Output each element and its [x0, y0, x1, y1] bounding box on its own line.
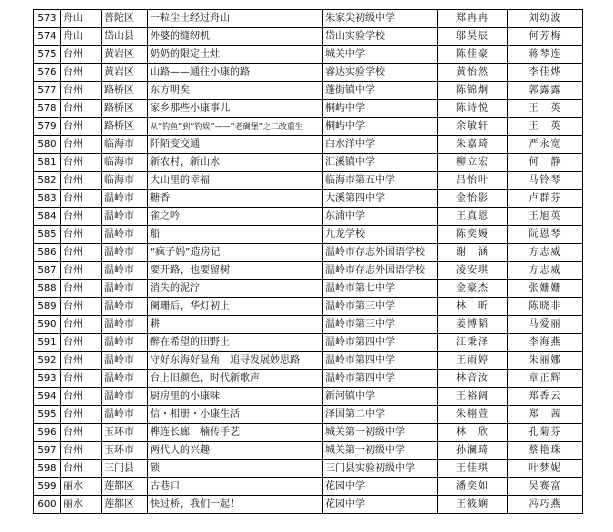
teacher-cell: 蒋琴连	[508, 46, 583, 64]
teacher-cell: 章正辉	[508, 370, 583, 388]
district-cell: 路桥区	[102, 82, 148, 100]
row-number: 577	[34, 82, 61, 100]
district-cell: 普陀区	[102, 10, 148, 28]
row-number: 580	[34, 136, 61, 154]
teacher-cell: 李海燕	[508, 334, 583, 352]
school-cell: 桐屿中学	[323, 100, 438, 118]
teacher-cell: 王旭英	[508, 208, 583, 226]
district-cell: 温岭市	[102, 406, 148, 424]
title-cell: 奶奶的限定土灶	[148, 46, 323, 64]
author-cell: 金豪杰	[438, 280, 508, 298]
author-cell: 陈诗悦	[438, 100, 508, 118]
teacher-cell: 孔菊芬	[508, 424, 583, 442]
title-cell: 雀之吟	[148, 208, 323, 226]
teacher-cell: 郑香云	[508, 388, 583, 406]
table-row	[34, 406, 583, 424]
author-cell: 王佳琪	[438, 460, 508, 478]
title-cell: “疯子妈”造房记	[148, 244, 323, 262]
district-cell: 玉环市	[102, 442, 148, 460]
teacher-cell: 卢群芬	[508, 190, 583, 208]
city-cell: 舟山	[61, 10, 102, 28]
district-cell: 温岭市	[102, 298, 148, 316]
author-cell: 金怡影	[438, 190, 508, 208]
school-cell: 白水洋中学	[323, 136, 438, 154]
city-cell: 台州	[61, 226, 102, 244]
row-number: 593	[34, 370, 61, 388]
city-cell: 台州	[61, 298, 102, 316]
district-cell: 临海市	[102, 136, 148, 154]
author-cell: 王筱娴	[438, 496, 508, 514]
table-row	[34, 10, 583, 28]
author-cell: 余敏轩	[438, 118, 508, 136]
city-cell: 台州	[61, 460, 102, 478]
city-cell: 丽水	[61, 496, 102, 514]
city-cell: 台州	[61, 100, 102, 118]
school-cell: 东浦中学	[323, 208, 438, 226]
author-cell: 林音汝	[438, 370, 508, 388]
award-table	[33, 9, 583, 514]
city-cell: 台州	[61, 82, 102, 100]
teacher-cell: 严永宽	[508, 136, 583, 154]
city-cell: 台州	[61, 172, 102, 190]
row-number: 590	[34, 316, 61, 334]
author-cell: 林 昕	[438, 298, 508, 316]
district-cell: 温岭市	[102, 334, 148, 352]
table-row	[34, 280, 583, 298]
city-cell: 台州	[61, 46, 102, 64]
school-cell: 新河镇中学	[323, 388, 438, 406]
school-cell: 桐屿中学	[323, 118, 438, 136]
school-cell: 花园中学	[323, 478, 438, 496]
author-cell: 凌安琪	[438, 262, 508, 280]
title-cell: 家乡那些小康事儿	[148, 100, 323, 118]
teacher-cell: 蔡艳珠	[508, 442, 583, 460]
district-cell: 黄岩区	[102, 46, 148, 64]
title-cell: 耕	[148, 316, 323, 334]
row-number: 574	[34, 28, 61, 46]
row-number: 598	[34, 460, 61, 478]
table-body	[34, 10, 583, 514]
school-cell: 花园中学	[323, 496, 438, 514]
row-number: 573	[34, 10, 61, 28]
table-row	[34, 154, 583, 172]
school-cell: 岱山实验学校	[323, 28, 438, 46]
row-number: 599	[34, 478, 61, 496]
table-row	[34, 244, 583, 262]
author-cell: 江秉泽	[438, 334, 508, 352]
author-cell: 潘奕如	[438, 478, 508, 496]
school-cell: 泽国第二中学	[323, 406, 438, 424]
title-cell: 两代人的兴趣	[148, 442, 323, 460]
teacher-cell: 刘幼波	[508, 10, 583, 28]
author-cell: 柳立宏	[438, 154, 508, 172]
row-number: 586	[34, 244, 61, 262]
teacher-cell: 郭露露	[508, 82, 583, 100]
title-cell: 阑珊后，华灯初上	[148, 298, 323, 316]
table-row	[34, 370, 583, 388]
school-cell: 城关中学	[323, 46, 438, 64]
title-cell: 古巷口	[148, 478, 323, 496]
teacher-cell: 李佳烨	[508, 64, 583, 82]
school-cell: 温岭市第七中学	[323, 280, 438, 298]
district-cell: 路桥区	[102, 100, 148, 118]
city-cell: 台州	[61, 244, 102, 262]
table-row	[34, 64, 583, 82]
school-cell: 临海市第五中学	[323, 172, 438, 190]
table-row	[34, 208, 583, 226]
teacher-cell: 王 英	[508, 100, 583, 118]
city-cell: 台州	[61, 136, 102, 154]
table-row	[34, 388, 583, 406]
city-cell: 台州	[61, 370, 102, 388]
author-cell: 陈奕嫚	[438, 226, 508, 244]
school-cell: 睿达实验学校	[323, 64, 438, 82]
title-cell: 要开路，也要留树	[148, 262, 323, 280]
teacher-cell: 马爱丽	[508, 316, 583, 334]
teacher-cell: 朱丽娜	[508, 352, 583, 370]
title-cell: 厨房里的小康味	[148, 388, 323, 406]
district-cell: 温岭市	[102, 316, 148, 334]
table-row	[34, 298, 583, 316]
title-cell: 锁	[148, 460, 323, 478]
city-cell: 台州	[61, 154, 102, 172]
row-number: 597	[34, 442, 61, 460]
district-cell: 岱山县	[102, 28, 148, 46]
district-cell: 温岭市	[102, 262, 148, 280]
title-cell: 船	[148, 226, 323, 244]
author-cell: 谢 涵	[438, 244, 508, 262]
title-cell: 消失的泥泞	[148, 280, 323, 298]
school-cell: 温岭市存志外国语学校	[323, 244, 438, 262]
row-number: 584	[34, 208, 61, 226]
table-row	[34, 316, 583, 334]
city-cell: 台州	[61, 388, 102, 406]
title-cell: 糖香	[148, 190, 323, 208]
district-cell: 温岭市	[102, 190, 148, 208]
table-row	[34, 334, 583, 352]
title-cell: 东方明矣	[148, 82, 323, 100]
row-number: 592	[34, 352, 61, 370]
teacher-cell: 马铃琴	[508, 172, 583, 190]
row-number: 582	[34, 172, 61, 190]
school-cell: 城关第一初级中学	[323, 442, 438, 460]
row-number: 575	[34, 46, 61, 64]
teacher-cell: 郑 茜	[508, 406, 583, 424]
school-cell: 三门县实验初级中学	[323, 460, 438, 478]
title-cell: 阡陌变交通	[148, 136, 323, 154]
table-row	[34, 46, 583, 64]
school-cell: 温岭市第四中学	[323, 370, 438, 388]
row-number: 596	[34, 424, 61, 442]
school-cell: 温岭市第三中学	[323, 298, 438, 316]
district-cell: 温岭市	[102, 388, 148, 406]
author-cell: 王裕阔	[438, 388, 508, 406]
teacher-cell: 何芳梅	[508, 28, 583, 46]
row-number: 588	[34, 280, 61, 298]
teacher-cell: 吴赛富	[508, 478, 583, 496]
row-number: 600	[34, 496, 61, 514]
district-cell: 黄岩区	[102, 64, 148, 82]
district-cell: 临海市	[102, 154, 148, 172]
row-number: 591	[34, 334, 61, 352]
title-cell: 大山里的幸福	[148, 172, 323, 190]
row-number: 589	[34, 298, 61, 316]
author-cell: 朱栩萱	[438, 406, 508, 424]
author-cell: 吕怡叶	[438, 172, 508, 190]
teacher-cell: 叶梦妮	[508, 460, 583, 478]
table-row	[34, 352, 583, 370]
author-cell: 黄怡然	[438, 64, 508, 82]
teacher-cell: 阮恩琴	[508, 226, 583, 244]
row-number: 576	[34, 64, 61, 82]
author-cell: 陈锦炯	[438, 82, 508, 100]
author-cell: 陈佳豪	[438, 46, 508, 64]
table-row	[34, 262, 583, 280]
teacher-cell: 王 英	[508, 118, 583, 136]
row-number: 595	[34, 406, 61, 424]
school-cell: 温岭市第三中学	[323, 316, 438, 334]
row-number: 594	[34, 388, 61, 406]
table-row	[34, 28, 583, 46]
city-cell: 台州	[61, 64, 102, 82]
district-cell: 莲都区	[102, 478, 148, 496]
school-cell: 温岭市存志外国语学校	[323, 262, 438, 280]
district-cell: 路桥区	[102, 118, 148, 136]
school-cell: 蓬街镇中学	[323, 82, 438, 100]
title-cell: 台上旧颜色，时代新歌声	[148, 370, 323, 388]
row-number: 583	[34, 190, 61, 208]
city-cell: 台州	[61, 262, 102, 280]
school-cell: 温岭市第四中学	[323, 352, 438, 370]
table-row	[34, 442, 583, 460]
teacher-cell: 陈晓非	[508, 298, 583, 316]
author-cell: 孙澜琦	[438, 442, 508, 460]
city-cell: 台州	[61, 442, 102, 460]
city-cell: 台州	[61, 334, 102, 352]
author-cell: 朱嘉琦	[438, 136, 508, 154]
title-cell: 醉在希望的田野上	[148, 334, 323, 352]
title-cell: 信・相册・小康生活	[148, 406, 323, 424]
district-cell: 三门县	[102, 460, 148, 478]
author-cell: 姜博韬	[438, 316, 508, 334]
title-cell: 一粒尘土经过舟山	[148, 10, 323, 28]
row-number: 581	[34, 154, 61, 172]
title-cell: 快过桥，我们一起！	[148, 496, 323, 514]
city-cell: 台州	[61, 118, 102, 136]
author-cell: 邬昊辰	[438, 28, 508, 46]
title-cell: 榫连长廊 楠传手艺	[148, 424, 323, 442]
table-row	[34, 424, 583, 442]
teacher-cell: 方志威	[508, 244, 583, 262]
school-cell: 汇溪镇中学	[323, 154, 438, 172]
table-row	[34, 100, 583, 118]
title-cell: 外婆的缝纫机	[148, 28, 323, 46]
district-cell: 温岭市	[102, 244, 148, 262]
teacher-cell: 冯巧燕	[508, 496, 583, 514]
author-cell: 林 欣	[438, 424, 508, 442]
teacher-cell: 张姗姗	[508, 280, 583, 298]
teacher-cell: 何 静	[508, 154, 583, 172]
title-cell: 守好东海好显角 追寻发展妙思路	[148, 352, 323, 370]
city-cell: 台州	[61, 280, 102, 298]
table-row	[34, 136, 583, 154]
author-cell: 王真恩	[438, 208, 508, 226]
author-cell: 郑冉冉	[438, 10, 508, 28]
city-cell: 台州	[61, 316, 102, 334]
row-number: 585	[34, 226, 61, 244]
row-number: 579	[34, 118, 61, 136]
district-cell: 温岭市	[102, 208, 148, 226]
table-row	[34, 460, 583, 478]
author-cell: 王雨婷	[438, 352, 508, 370]
city-cell: 台州	[61, 190, 102, 208]
district-cell: 莲都区	[102, 496, 148, 514]
teacher-cell: 方志威	[508, 262, 583, 280]
city-cell: 台州	[61, 208, 102, 226]
city-cell: 台州	[61, 406, 102, 424]
district-cell: 临海市	[102, 172, 148, 190]
title-cell: 新农村，新山水	[148, 154, 323, 172]
school-cell: 九龙学校	[323, 226, 438, 244]
table-row	[34, 226, 583, 244]
table-row	[34, 190, 583, 208]
district-cell: 温岭市	[102, 370, 148, 388]
table-row	[34, 172, 583, 190]
title-cell: 山路——通往小康的路	[148, 64, 323, 82]
row-number: 578	[34, 100, 61, 118]
title-cell: 从“钓鱼”到“钓娱”——“老碉堡”之二改重生	[148, 118, 323, 136]
row-number: 587	[34, 262, 61, 280]
table-row	[34, 496, 583, 514]
city-cell: 舟山	[61, 28, 102, 46]
table-row	[34, 82, 583, 100]
table-row	[34, 478, 583, 496]
city-cell: 台州	[61, 352, 102, 370]
district-cell: 温岭市	[102, 352, 148, 370]
school-cell: 城关第一初级中学	[323, 424, 438, 442]
table-row	[34, 118, 583, 136]
school-cell: 朱家尖初级中学	[323, 10, 438, 28]
district-cell: 玉环市	[102, 424, 148, 442]
school-cell: 温岭市第四中学	[323, 334, 438, 352]
school-cell: 大溪第四中学	[323, 190, 438, 208]
district-cell: 温岭市	[102, 226, 148, 244]
district-cell: 温岭市	[102, 280, 148, 298]
city-cell: 台州	[61, 424, 102, 442]
city-cell: 丽水	[61, 478, 102, 496]
